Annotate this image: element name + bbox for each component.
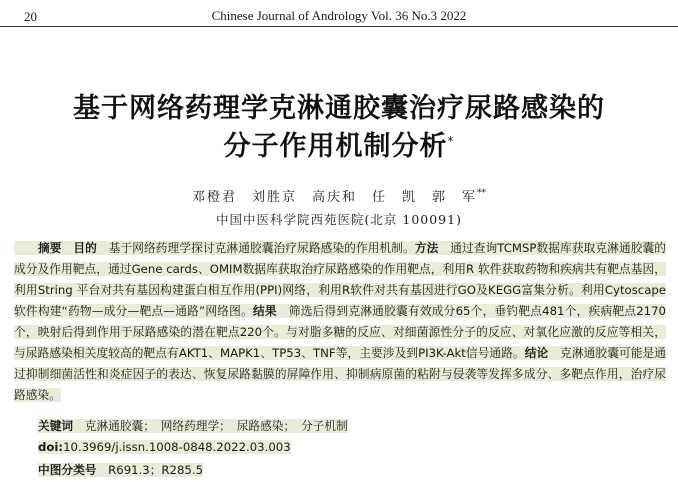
methods-text: 通过查询TCMSP数据库获取克淋通胶囊的成分及作用靶点，通过Gene cards、OMIM数据库获取治疗尿路感染的作用靶点，利用R 软件获取药物和疾病共有靶点基因，利用String 平台对共有基因构建蛋白相互作用(PPI)网络，利用R软件对共有基因进行GO及KEGG富集分析。利用Cytoscape 软件构建“药物—成分—靶点—通路”网络图。 [14, 241, 666, 318]
page-number: 20 [24, 9, 37, 24]
classification-text: R691.3；R285.5 [108, 463, 204, 477]
keywords-text: 克淋通胶囊； 网络药理学； 尿路感染； 分子机制 [84, 419, 348, 433]
journal-name: Chinese Journal of Andrology Vol. 36 No.3 2022 [211, 8, 467, 23]
results-label: 结果 [252, 304, 277, 318]
doi-label: doi: [38, 440, 64, 454]
conclusion-text: 克淋通胶囊可能是通过抑制细菌活性和炎症因子的表达、恢复尿路黏膜的屏障作用、抑制病原菌的粘附与侵袭等发挥多成分、多靶点作用，治疗尿路感染。 [14, 346, 666, 402]
keywords-line [38, 418, 348, 434]
methods-label: 方法 [414, 241, 439, 255]
classification-label: 中图分类号 [38, 463, 97, 477]
abstract-body [14, 241, 666, 402]
objective-text: 基于网络药理学探讨克淋通胶囊治疗尿路感染的作用机制。 [108, 241, 415, 255]
authors [0, 186, 678, 205]
title-line-2 [0, 124, 678, 163]
authors-text: 邓橙君 刘胜京 高庆和 任 凯 郭 军 [191, 190, 477, 205]
keywords-label: 关键词 [38, 419, 74, 433]
classification-line [38, 462, 203, 478]
authors-footnote-mark: ** [477, 188, 486, 199]
results-text: 筛选后得到克淋通胶囊有效成分65个，垂钓靶点481个，疾病靶点2170个，映射后得到作用于尿路感染的潜在靶点220个。与对脂多糖的反应、对细菌源性分子的反应、对氧化应激的反应等相关，与尿路感染相关度较高的靶点有AKT1、MAPK1、TP53、TNF等，主要涉及到PI3K-Akt信号通路。 [14, 304, 666, 360]
doi-text[interactable]: 10.3969/j.issn.1008-0848.2022.03.003 [63, 440, 291, 454]
title-line-2-text: 分子作用机制分析 [223, 131, 448, 162]
objective-label: 目的 [73, 241, 97, 255]
conclusion-label: 结论 [524, 346, 549, 360]
title-line-1: 基于网络药理学克淋通胶囊治疗尿路感染的 [73, 93, 605, 124]
abstract [14, 238, 666, 406]
doi-line [38, 440, 291, 454]
abstract-label: 摘要 [38, 241, 62, 255]
title-footnote-mark: * [447, 134, 455, 148]
page-header [0, 0, 678, 27]
affiliation: 中国中医科学院西苑医院(北京 100091) [216, 212, 462, 227]
